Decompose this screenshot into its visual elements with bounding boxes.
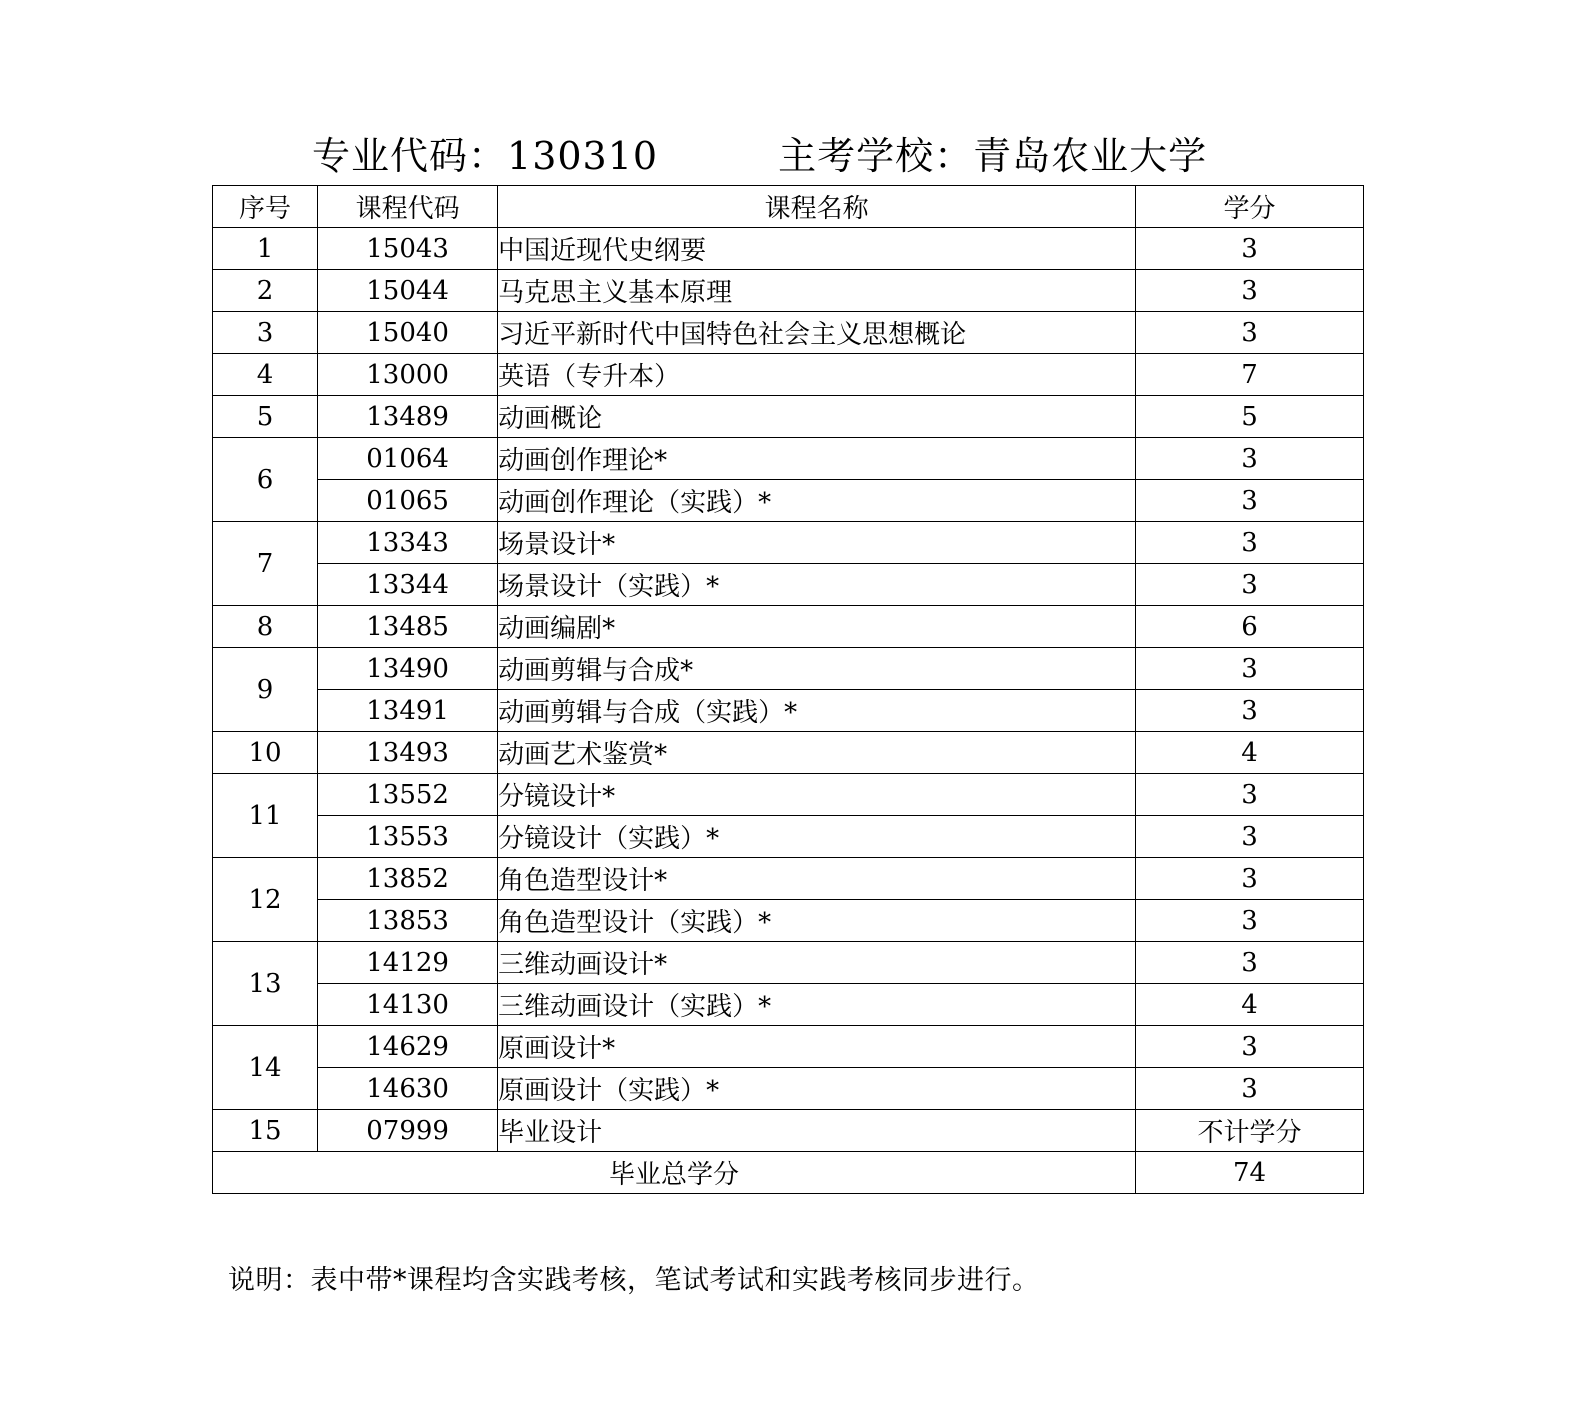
table-row	[213, 900, 1364, 942]
table-row	[213, 396, 1364, 438]
cell-course-code: 13344	[318, 564, 498, 606]
cell-course-code: 13553	[318, 816, 498, 858]
cell-course-name: 动画编剧*	[498, 606, 1136, 648]
school-value: 青岛农业大学	[973, 134, 1208, 178]
cell-course-credit: 6	[1136, 606, 1364, 648]
cell-course-code: 01065	[318, 480, 498, 522]
cell-course-code: 14630	[318, 1068, 498, 1110]
table-row	[213, 270, 1364, 312]
cell-course-credit: 不计学分	[1136, 1110, 1364, 1152]
table-body	[213, 228, 1364, 1194]
cell-course-credit: 3	[1136, 438, 1364, 480]
course-plan-table	[212, 185, 1364, 1194]
cell-sequence-number: 3	[213, 312, 318, 354]
cell-course-credit: 3	[1136, 648, 1364, 690]
table-header-row	[213, 186, 1364, 228]
column-header-no: 序号	[213, 186, 318, 228]
cell-sequence-number: 7	[213, 522, 318, 606]
table-row	[213, 354, 1364, 396]
document-header	[212, 125, 1372, 180]
cell-course-credit: 3	[1136, 564, 1364, 606]
cell-course-credit: 3	[1136, 900, 1364, 942]
cell-course-name: 动画概论	[498, 396, 1136, 438]
table-row	[213, 480, 1364, 522]
table-row	[213, 732, 1364, 774]
cell-course-credit: 5	[1136, 396, 1364, 438]
cell-course-code: 13343	[318, 522, 498, 564]
table-row	[213, 1110, 1364, 1152]
cell-course-code: 15044	[318, 270, 498, 312]
major-code-value: 130310	[507, 134, 659, 178]
cell-sequence-number: 8	[213, 606, 318, 648]
cell-course-code: 13493	[318, 732, 498, 774]
cell-course-name: 场景设计（实践）*	[498, 564, 1136, 606]
cell-course-credit: 3	[1136, 312, 1364, 354]
table-row	[213, 522, 1364, 564]
table-row	[213, 1026, 1364, 1068]
cell-course-credit: 3	[1136, 942, 1364, 984]
table-row	[213, 648, 1364, 690]
cell-course-name: 英语（专升本）	[498, 354, 1136, 396]
cell-sequence-number: 11	[213, 774, 318, 858]
school-label: 主考学校：	[778, 134, 974, 178]
column-header-name: 课程名称	[498, 186, 1136, 228]
cell-course-name: 分镜设计（实践）*	[498, 816, 1136, 858]
cell-sequence-number: 14	[213, 1026, 318, 1110]
cell-course-code: 13490	[318, 648, 498, 690]
cell-course-credit: 4	[1136, 732, 1364, 774]
cell-sequence-number: 12	[213, 858, 318, 942]
table-note: 说明：表中带*课程均含实践考核，笔试考试和实践考核同步进行。	[228, 1265, 1040, 1296]
cell-course-code: 13853	[318, 900, 498, 942]
cell-course-credit: 4	[1136, 984, 1364, 1026]
table-row	[213, 690, 1364, 732]
major-code-label: 专业代码：	[312, 134, 508, 178]
cell-course-name: 三维动画设计（实践）*	[498, 984, 1136, 1026]
cell-course-code: 13852	[318, 858, 498, 900]
cell-sequence-number: 10	[213, 732, 318, 774]
cell-course-credit: 3	[1136, 270, 1364, 312]
cell-course-name: 原画设计*	[498, 1026, 1136, 1068]
table-row	[213, 774, 1364, 816]
table-row	[213, 942, 1364, 984]
table-header	[213, 186, 1364, 228]
cell-course-credit: 3	[1136, 816, 1364, 858]
table-row	[213, 312, 1364, 354]
cell-course-code: 14130	[318, 984, 498, 1026]
cell-course-name: 中国近现代史纲要	[498, 228, 1136, 270]
cell-course-name: 马克思主义基本原理	[498, 270, 1136, 312]
cell-course-name: 动画创作理论（实践）*	[498, 480, 1136, 522]
cell-course-name: 分镜设计*	[498, 774, 1136, 816]
cell-course-credit: 3	[1136, 480, 1364, 522]
cell-course-code: 13552	[318, 774, 498, 816]
table-row	[213, 606, 1364, 648]
cell-sequence-number: 6	[213, 438, 318, 522]
cell-course-code: 14629	[318, 1026, 498, 1068]
cell-sequence-number: 2	[213, 270, 318, 312]
cell-course-name: 习近平新时代中国特色社会主义思想概论	[498, 312, 1136, 354]
cell-course-name: 毕业设计	[498, 1110, 1136, 1152]
table-row	[213, 564, 1364, 606]
cell-course-code: 13491	[318, 690, 498, 732]
cell-course-name: 三维动画设计*	[498, 942, 1136, 984]
cell-course-name: 角色造型设计*	[498, 858, 1136, 900]
cell-course-code: 13489	[318, 396, 498, 438]
cell-course-name: 场景设计*	[498, 522, 1136, 564]
cell-course-credit: 7	[1136, 354, 1364, 396]
cell-course-name: 动画剪辑与合成（实践）*	[498, 690, 1136, 732]
cell-course-name: 角色造型设计（实践）*	[498, 900, 1136, 942]
cell-course-name: 动画艺术鉴赏*	[498, 732, 1136, 774]
cell-course-name: 动画创作理论*	[498, 438, 1136, 480]
table-row	[213, 1068, 1364, 1110]
cell-course-name: 原画设计（实践）*	[498, 1068, 1136, 1110]
cell-course-credit: 3	[1136, 858, 1364, 900]
table-row	[213, 984, 1364, 1026]
cell-course-name: 动画剪辑与合成*	[498, 648, 1136, 690]
cell-course-credit: 3	[1136, 1026, 1364, 1068]
cell-course-code: 15043	[318, 228, 498, 270]
table-total-row	[213, 1152, 1364, 1194]
table-row	[213, 816, 1364, 858]
cell-sequence-number: 4	[213, 354, 318, 396]
table-row	[213, 438, 1364, 480]
column-header-code: 课程代码	[318, 186, 498, 228]
cell-course-credit: 3	[1136, 228, 1364, 270]
cell-course-code: 13000	[318, 354, 498, 396]
cell-course-code: 07999	[318, 1110, 498, 1152]
cell-total-credits: 74	[1136, 1152, 1364, 1194]
column-header-credit: 学分	[1136, 186, 1364, 228]
cell-course-credit: 3	[1136, 1068, 1364, 1110]
cell-sequence-number: 13	[213, 942, 318, 1026]
cell-sequence-number: 5	[213, 396, 318, 438]
cell-sequence-number: 1	[213, 228, 318, 270]
cell-course-code: 01064	[318, 438, 498, 480]
cell-course-code: 15040	[318, 312, 498, 354]
cell-course-code: 13485	[318, 606, 498, 648]
cell-sequence-number: 9	[213, 648, 318, 732]
cell-course-credit: 3	[1136, 774, 1364, 816]
cell-course-credit: 3	[1136, 690, 1364, 732]
table-row	[213, 228, 1364, 270]
cell-total-label: 毕业总学分	[213, 1152, 1136, 1194]
cell-course-code: 14129	[318, 942, 498, 984]
cell-course-credit: 3	[1136, 522, 1364, 564]
cell-sequence-number: 15	[213, 1110, 318, 1152]
table-row	[213, 858, 1364, 900]
